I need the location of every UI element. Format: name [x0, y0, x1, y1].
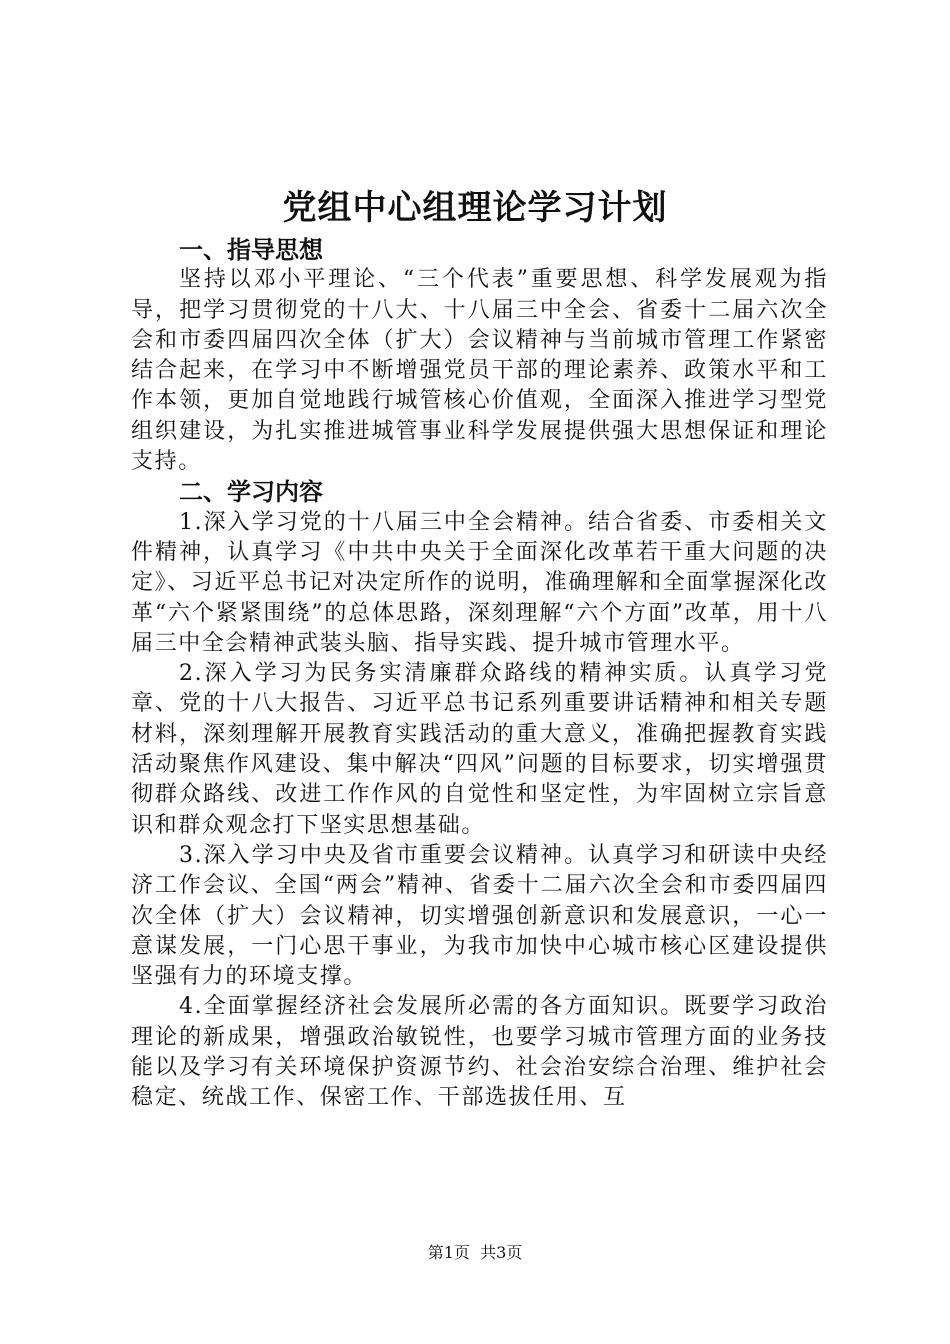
paragraph-item-1: 1.深入学习党的十八届三中全会精神。结合省委、市委相关文件精神，认真学习《中共中央关于全面深化改革若干重大问题的决定》、习近平总书记对决定所作的说明，准确理解和全面掌握深化改革“六个紧紧围绕”的总体思路，深刻理解“六个方面”改革，用十八届三中全会精神武装头脑、指导实践、提升城市管理水平。 — [131, 509, 829, 656]
paragraph-item-2: 2.深入学习为民务实清廉群众路线的精神实质。认真学习党章、党的十八大报告、习近平总书记系列重要讲话精神和相关专题材料，深刻理解开展教育实践活动的重大意义，准确把握教育实践活动聚焦作风建设、集中解决“四风”问题的目标要求，切实增强贯彻群众路线、改进工作作风的自觉性和坚定性，为牢固树立宗旨意识和群众观念打下坚实思想基础。 — [131, 661, 828, 838]
section-heading-study-content: 二、学习内容 — [179, 477, 323, 507]
section-heading-guiding-ideology: 一、指导思想 — [179, 235, 323, 264]
paragraph-guiding-ideology: 坚持以邓小平理论、“三个代表”重要思想、科学发展观为指导，把学习贯彻党的十八大、十八届三中全会、省委十二届六次全会和市委四届四次全体（扩大）会议精神与当前城市管理工作紧密结合起来，在学习中不断增强党员干部的理论素养、政策水平和工作本领，更加自觉地践行城管核心价值观，全面深入推进学习型党组织建设，为扎实推进城管事业科学发展提供强大思想保证和理论支持。 — [131, 267, 828, 475]
page-number: 第1页 — [427, 1243, 470, 1262]
document-title: 党组中心组理论学习计划 — [282, 188, 668, 228]
document-body — [131, 235, 828, 1114]
page-footer — [0, 1243, 950, 1263]
paragraph-item-4: 4.全面掌握经济社会发展所必需的各方面知识。既要学习政治理论的新成果，增强政治敏锐性，也要学习城市管理方面的业务技能以及学习有关环境保护资源节约、社会治安综合治理、维护社会稳定、统战工作、保密工作、干部选拔任用、互 — [131, 994, 828, 1111]
page-total: 共3页 — [480, 1243, 523, 1262]
paragraph-item-3: 3.深入学习中央及省市重要会议精神。认真学习和研读中央经济工作会议、全国“两会”精神、省委十二届六次全会和市委四届四次全体（扩大）会议精神，切实增强创新意识和发展意识，一心一意谋发展，一门心思干事业，为我市加快中心城市核心区建设提供坚强有力的环境支撑。 — [131, 842, 828, 990]
